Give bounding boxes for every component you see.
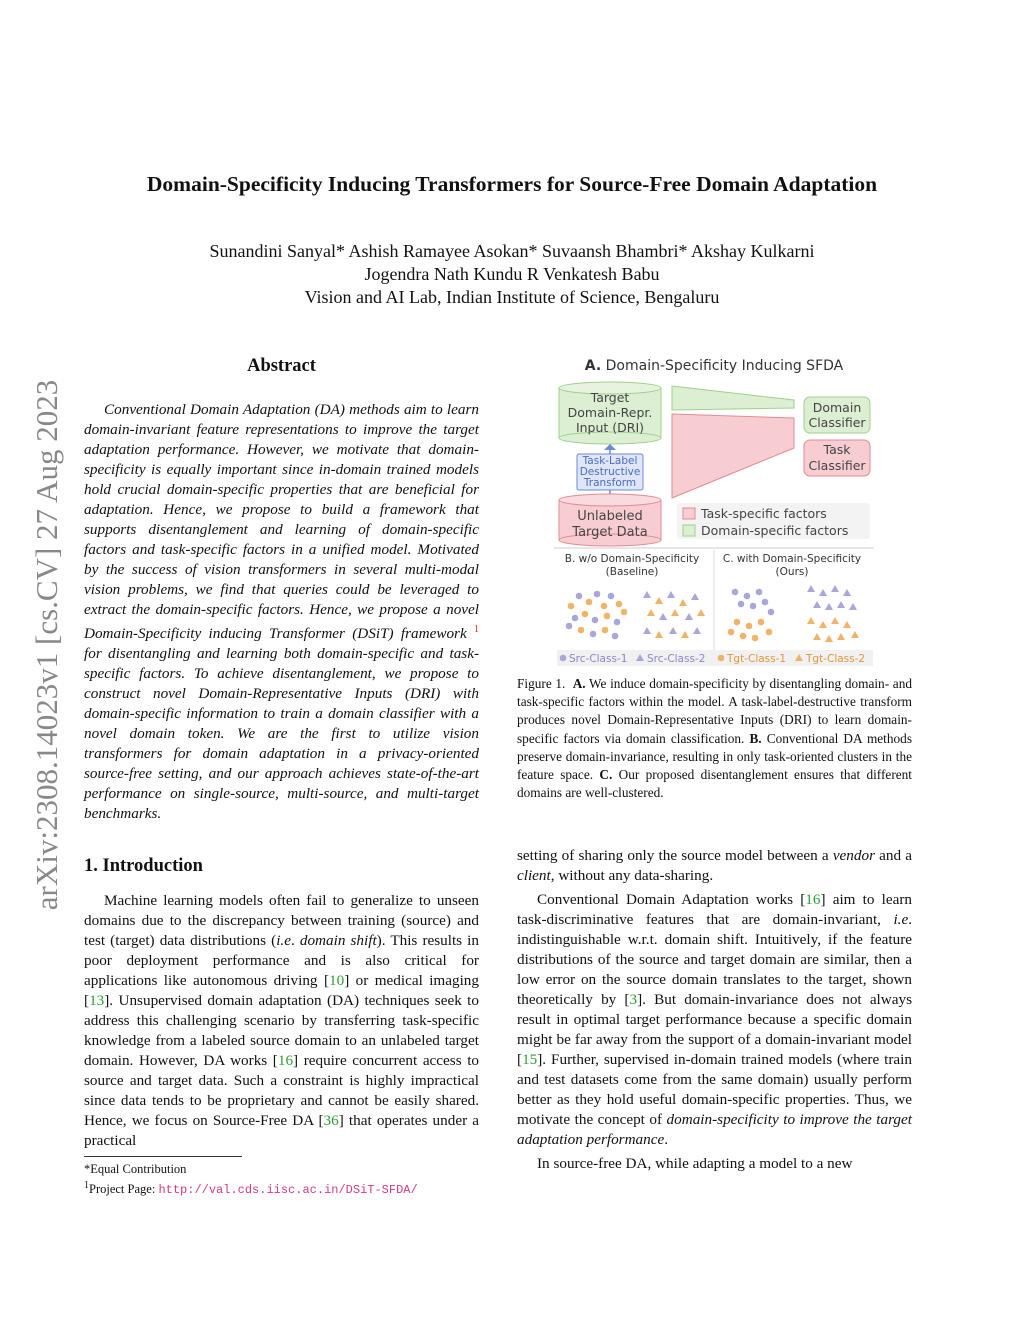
footnote-equal-contribution: *Equal Contribution xyxy=(84,1162,187,1176)
svg-text:Src-Class-1: Src-Class-1 xyxy=(569,653,628,665)
svg-text:Domain: Domain xyxy=(812,400,862,415)
project-page-link[interactable]: http://val.cds.iisc.ac.in/DSiT-SFDA/ xyxy=(158,1183,418,1198)
task-label-destructive-transform xyxy=(577,454,643,490)
abstract-part-b: for disentangling and learning both domain-specific and task-specific factors. To achieve disentanglement, we propose to construct novel Domain-Representative Inputs (DRI) with domain-specific information to train a domain classifier with a novel domain token. We are the first to utilize vision transformers for domain adaptation in a privacy-oriented source-free setting, and our approach achieves state-of-the-art performance on single-source, multi-source, and multi-target benchmarks. xyxy=(84,645,479,823)
svg-text:Target Data: Target Data xyxy=(572,525,648,540)
citation-link[interactable]: 36 xyxy=(323,1112,339,1129)
intro-paragraph-1: Machine learning models often fail to generalize to unseen domains due to the discrepancy between training (source) and test (target) data distributions (i.e. domain shift). This results in poor deployment performance and is also critical for applications like autonomous driving [10] or medical imaging [13]. Unsupervised domain adaptation (DA) techniques seek to address this challenging scenario by transferring task-specific knowledge from a labeled source domain to an unlabeled target domain. However, DA works [16] require concurrent access to source and target data. Such a constraint is highly impractical since data tends to be proprietary and cannot be easily shared. Hence, we focus on Source-Free DA [36] that operates under a practical xyxy=(84,892,480,1149)
abstract-heading: Abstract xyxy=(247,356,316,376)
paper-title: Domain-Specificity Inducing Transformers for Source-Free Domain Adaptation xyxy=(146,172,878,196)
authors-line-1: Sunandini Sanyal* Ashish Ramayee Asokan* Suvaansh Bhambri* Akshay Kulkarni xyxy=(209,241,815,261)
svg-text:Classifier: Classifier xyxy=(808,458,866,473)
panel-b-subtitle: (Baseline) xyxy=(605,566,659,578)
intro-paragraph-4: In source-free DA, while adapting a model to a new xyxy=(537,1155,853,1172)
arxiv-watermark xyxy=(29,345,64,945)
citation-link[interactable]: 16 xyxy=(805,891,821,908)
svg-text:Src-Class-2: Src-Class-2 xyxy=(647,653,706,665)
svg-text:Task-Label: Task-Label xyxy=(582,455,638,467)
transformer-model-trapezoid xyxy=(672,386,794,498)
svg-text:Input (DRI): Input (DRI) xyxy=(575,420,645,435)
affiliation: Vision and AI Lab, Indian Institute of Science, Bengaluru xyxy=(304,287,720,307)
svg-text:Domain-specific factors: Domain-specific factors xyxy=(701,523,849,538)
svg-text:Classifier: Classifier xyxy=(808,415,866,430)
svg-text:Domain-Repr.: Domain-Repr. xyxy=(567,405,653,420)
footnote-divider xyxy=(84,1156,242,1157)
domain-classifier-box xyxy=(804,397,870,433)
citation-link[interactable]: 15 xyxy=(522,1051,538,1068)
intro-left-column xyxy=(84,891,479,1155)
dri-cylinder xyxy=(559,382,661,444)
factor-legend xyxy=(677,503,870,539)
task-classifier-box xyxy=(804,440,870,476)
footnote-mark[interactable]: 1 xyxy=(474,624,479,635)
panel-c-subtitle: (Ours) xyxy=(775,566,809,578)
unlabeled-target-data-cylinder xyxy=(559,494,661,546)
section-heading-introduction: 1. Introduction xyxy=(84,856,203,876)
abstract-text xyxy=(84,400,479,824)
citation-link[interactable]: 3 xyxy=(629,991,638,1008)
arxiv-id: arXiv:2308.14023v1 [cs.CV] 27 Aug 2023 xyxy=(29,379,64,911)
svg-text:Tgt-Class-2: Tgt-Class-2 xyxy=(806,653,866,665)
author-block xyxy=(60,240,964,309)
authors-line-2: Jogendra Nath Kundu R Venkatesh Babu xyxy=(364,264,660,284)
svg-text:Tgt-Class-1: Tgt-Class-1 xyxy=(727,653,787,665)
intro-paragraph-3: Conventional Domain Adaptation works [16] aim to learn task-discriminative features that are domain-invariant, i.e. indistinguishable w.r.t. domain shift. Intuitively, if the feature distributions of the source and target domain are similar, then a low error on the source domain translates to the target, shown theoretically by [3]. But domain-invariance does not always result in optimal target performance because a specific domain might be far away from the support of a domain-invariant model [15]. Further, supervised in-domain trained models (where train and test datasets come from the same domain) usually perform better as they hold useful domain-specific properties. Thus, we motivate the concept of domain-specificity to improve the target adaptation performance. xyxy=(517,891,913,1148)
svg-text:Task: Task xyxy=(823,442,851,457)
svg-text:Destructive: Destructive xyxy=(579,466,641,478)
abstract-part-a: Conventional Domain Adaptation (DA) methods aim to learn domain-invariant feature representations to improve the target adaptation performance. However, we motivate that domain-specificity is equally important since in-domain trained models hold crucial domain-specific properties that are beneficial for adaptation. Hence, we propose to build a framework that supports disentanglement and learning of domain-specific factors and task-specific factors in a unified model. Motivated by the success of vision transformers in several multi-modal vision problems, we find that queries could be leveraged to extract the domain-specific factors. Hence, we propose a novel Domain-Specificity inducing Transformer (DSiT) framework xyxy=(84,401,479,643)
svg-text:Unlabeled: Unlabeled xyxy=(577,509,643,524)
panel-c-scatter xyxy=(728,585,859,642)
svg-text:Task-specific factors: Task-specific factors xyxy=(701,506,827,521)
citation-link[interactable]: 13 xyxy=(89,992,105,1009)
figure-title: A. Domain-Specificity Inducing SFDA xyxy=(584,358,844,374)
class-legend xyxy=(557,650,873,666)
svg-text:Target: Target xyxy=(590,390,630,405)
footnote-project-page: $^1$Project Page: http://val.cds.iisc.ac.in/DSiT-SFDA/ xyxy=(84,1180,418,1198)
intro-paragraph-2: setting of sharing only the source model between a vendor and a client, without any data-sharing. xyxy=(517,847,912,884)
panel-b-title: B. w/o Domain-Specificity xyxy=(564,553,700,565)
citation-link[interactable]: 10 xyxy=(329,972,345,989)
figure-1-diagram xyxy=(549,350,879,670)
panel-b-scatter xyxy=(566,591,705,640)
intro-right-column xyxy=(517,846,912,1178)
svg-text:Transform: Transform xyxy=(583,477,637,489)
panel-c-title: C. with Domain-Specificity xyxy=(722,553,862,565)
citation-link[interactable]: 16 xyxy=(277,1052,294,1069)
figure-1-caption: Figure 1. A. We induce domain-specificity by disentangling domain- and task-specific factors within the model. A task-label-destructive transform produces novel Domain-Representative Inputs (DRI) to learn domain-specific factors via domain classification. B. Conventional DA methods preserve domain-invariance, resulting in only task-oriented clusters in the feature space. C. Our proposed disentanglement ensures that different domains are well-clustered. xyxy=(517,676,912,801)
